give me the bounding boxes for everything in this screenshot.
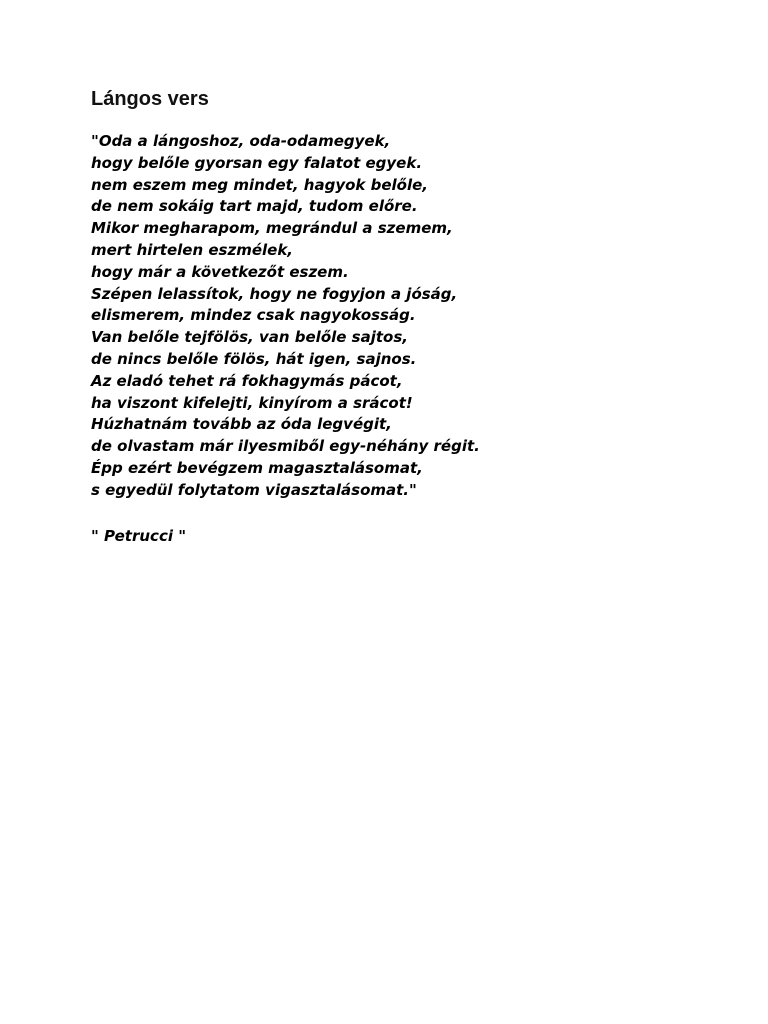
- poem-line: nem eszem meg mindet, hagyok belőle,: [91, 175, 428, 194]
- poem-body: [91, 131, 480, 502]
- poem-line: mert hirtelen eszmélek,: [91, 240, 293, 259]
- poem-line: Van belőle tejfölös, van belőle sajtos,: [91, 328, 408, 347]
- poem-line: s egyedül folytatom vigasztalásomat.": [91, 480, 417, 499]
- poem-line: de nem sokáig tart majd, tudom előre.: [91, 197, 418, 216]
- poem-line: de olvastam már ilyesmiből egy-néhány régit.: [91, 437, 480, 456]
- poem-line: hogy belőle gyorsan egy falatot egyek.: [91, 153, 423, 172]
- poem-line: Szépen lelassítok, hogy ne fogyjon a jóság,: [91, 284, 458, 303]
- poem-line: elismerem, mindez csak nagyokosság.: [91, 306, 416, 325]
- poem-line: hogy már a következőt eszem.: [91, 262, 349, 281]
- poem-signature: " Petrucci ": [91, 527, 187, 545]
- poem-line: Mikor megharapom, megrándul a szemem,: [91, 219, 453, 238]
- document-title: Lángos vers: [91, 88, 209, 110]
- poem-line: Épp ezért bevégzem magasztalásomat,: [91, 458, 423, 477]
- poem-line: Húzhatnám tovább az óda legvégit,: [91, 415, 392, 434]
- poem-line: "Oda a lángoshoz, oda-odamegyek,: [91, 132, 391, 150]
- poem-line: ha viszont kifelejti, kinyírom a srácot!: [91, 393, 413, 412]
- poem-line: de nincs belőle fölös, hát igen, sajnos.: [91, 349, 417, 368]
- poem-line: Az eladó tehet rá fokhagymás pácot,: [91, 371, 403, 390]
